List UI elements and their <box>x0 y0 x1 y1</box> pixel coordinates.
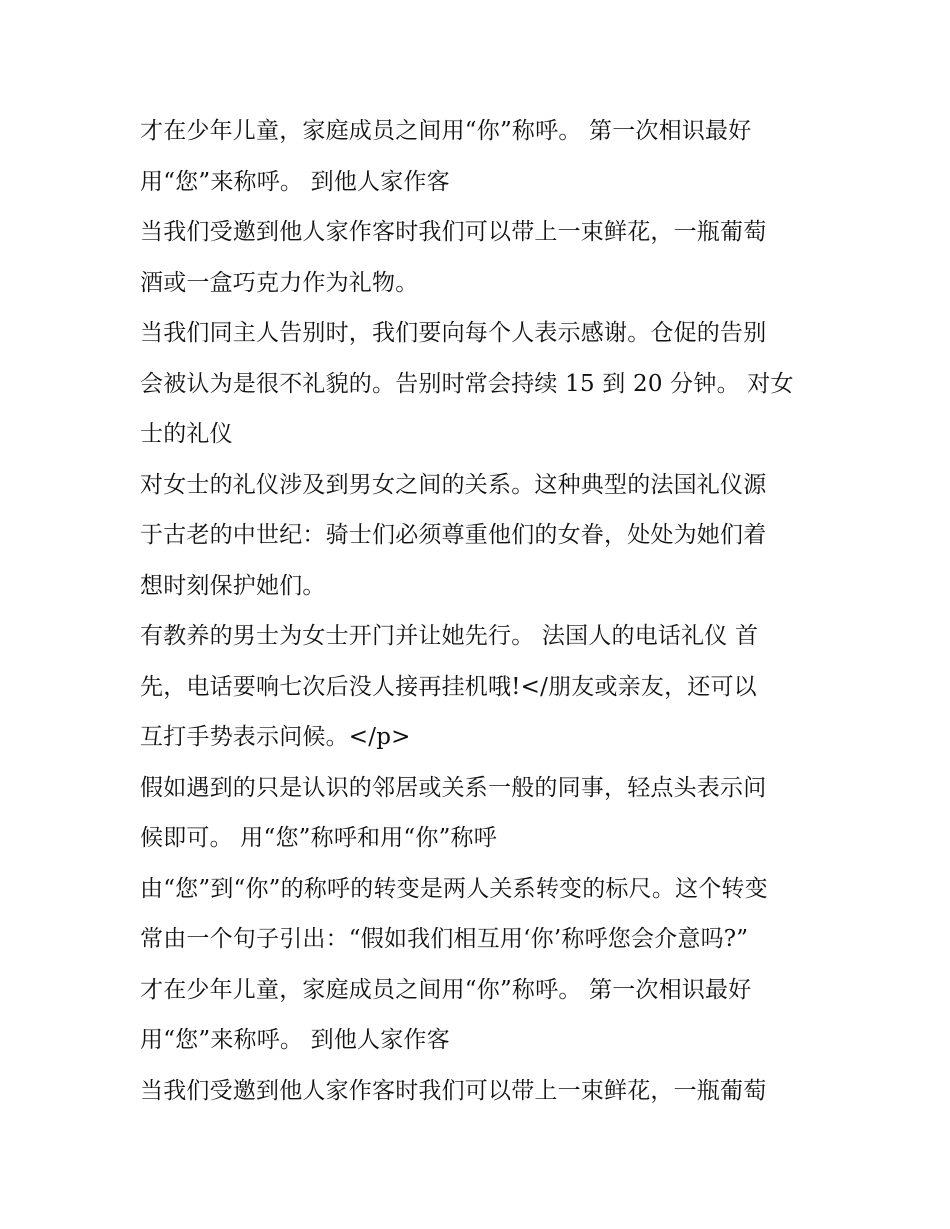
text-line: 士的礼仪 <box>140 421 233 447</box>
text-line: 由“您”到“你”的称呼的转变是两人关系转变的标尺。这个转变 <box>140 875 768 902</box>
text-line: 用“您”来称呼。 到他人家作客 <box>140 168 450 195</box>
text-line: 互打手势表示问候。</p> <box>140 724 411 750</box>
paragraph-4 <box>140 460 820 612</box>
text-line: 于古老的中世纪：骑士们必须尊重他们的女眷，处处为她们着 <box>140 522 767 548</box>
paragraph-9 <box>140 1066 820 1117</box>
text-line: 当我们受邀到他人家作客时我们可以带上一束鲜花，一瓶葡萄 <box>140 219 767 245</box>
document-body <box>140 106 820 1116</box>
text-line: 常由一个句子引出：“假如我们相互用‘你’称呼您会介意吗?” <box>140 926 749 952</box>
paragraph-8 <box>140 965 820 1066</box>
text-line: 用“您”来称呼。 到他人家作客 <box>140 1027 450 1053</box>
paragraph-5 <box>140 611 820 763</box>
text-line: 酒或一盒巧克力作为礼物。 <box>140 269 419 296</box>
text-line: 候即可。 用“您”称呼和用“你”称呼 <box>140 825 497 851</box>
text-line: 会被认为是很不礼貌的。告别时常会持续 15 到 20 分钟。 对女 <box>140 370 794 397</box>
paragraph-7 <box>140 864 820 965</box>
text-line: 对女士的礼仪涉及到男女之间的关系。这种典型的法国礼仪源 <box>140 471 767 498</box>
text-line: 假如遇到的只是认识的邻居或关系一般的同事，轻点头表示问 <box>140 774 767 801</box>
text-line: 想时刻保护她们。 <box>140 572 326 599</box>
paragraph-6 <box>140 763 820 864</box>
text-line: 先，电话要响七次后没人接再挂机哦!</朋友或亲友，还可以 <box>140 673 757 700</box>
text-line: 当我们同主人告别时，我们要向每个人表示感谢。仓促的告别 <box>140 320 767 346</box>
paragraph-3 <box>140 308 820 460</box>
text-line: 当我们受邀到他人家作客时我们可以带上一束鲜花，一瓶葡萄 <box>140 1077 767 1104</box>
text-line: 才在少年儿童，家庭成员之间用“你”称呼。 第一次相识最好 <box>140 976 752 1003</box>
text-line: 才在少年儿童，家庭成员之间用“你”称呼。 第一次相识最好 <box>140 118 752 144</box>
paragraph-2 <box>140 207 820 308</box>
text-line: 有教养的男士为女士开门并让她先行。 法国人的电话礼仪 首 <box>140 623 759 649</box>
paragraph-1 <box>140 106 820 207</box>
